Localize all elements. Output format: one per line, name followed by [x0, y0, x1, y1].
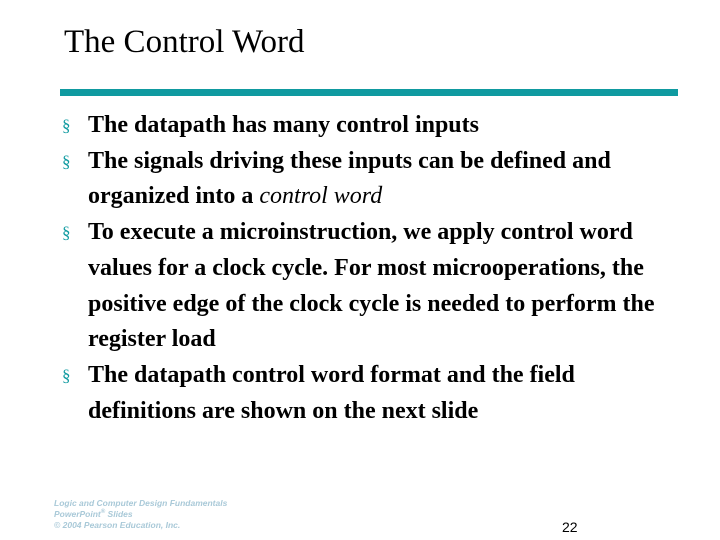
bullet-text-plain: The signals driving these inputs can be defined and organized into a — [88, 147, 611, 210]
bullet-item — [62, 144, 672, 215]
bullet-text — [88, 148, 611, 210]
registered-mark: ® — [100, 509, 106, 516]
bullet-text: The datapath has many control inputs — [88, 112, 479, 138]
footer-logo-line2 — [54, 509, 227, 520]
footer-logo — [54, 498, 227, 531]
bullet-item — [62, 215, 672, 358]
slide-title: The Control Word — [64, 24, 305, 60]
bullet-text-emphasis: control word — [259, 183, 383, 210]
footer-logo-line2-post: Slides — [105, 509, 133, 519]
bullet-list — [62, 108, 672, 429]
bullet-icon: § — [62, 365, 71, 385]
footer-logo-line1: Logic and Computer Design Fundamentals — [54, 498, 228, 508]
footer-logo-line3: © 2004 Pearson Education, Inc. — [54, 520, 181, 530]
bullet-icon: § — [62, 151, 71, 171]
page-number: 22 — [562, 519, 578, 535]
bullet-icon: § — [62, 116, 71, 135]
title-divider — [60, 89, 678, 96]
footer-logo-line2-pre: PowerPoint — [54, 509, 101, 519]
bullet-text: The datapath control word format and the field definitions are shown on the next slide — [88, 361, 575, 424]
bullet-item — [62, 358, 672, 429]
bullet-item — [62, 108, 672, 144]
bullet-icon: § — [62, 223, 71, 243]
bullet-text: To execute a microinstruction, we apply control word values for a clock cycle. For most microoperations, the positive edge of the clock cycle is needed to perform the register load — [88, 219, 655, 353]
